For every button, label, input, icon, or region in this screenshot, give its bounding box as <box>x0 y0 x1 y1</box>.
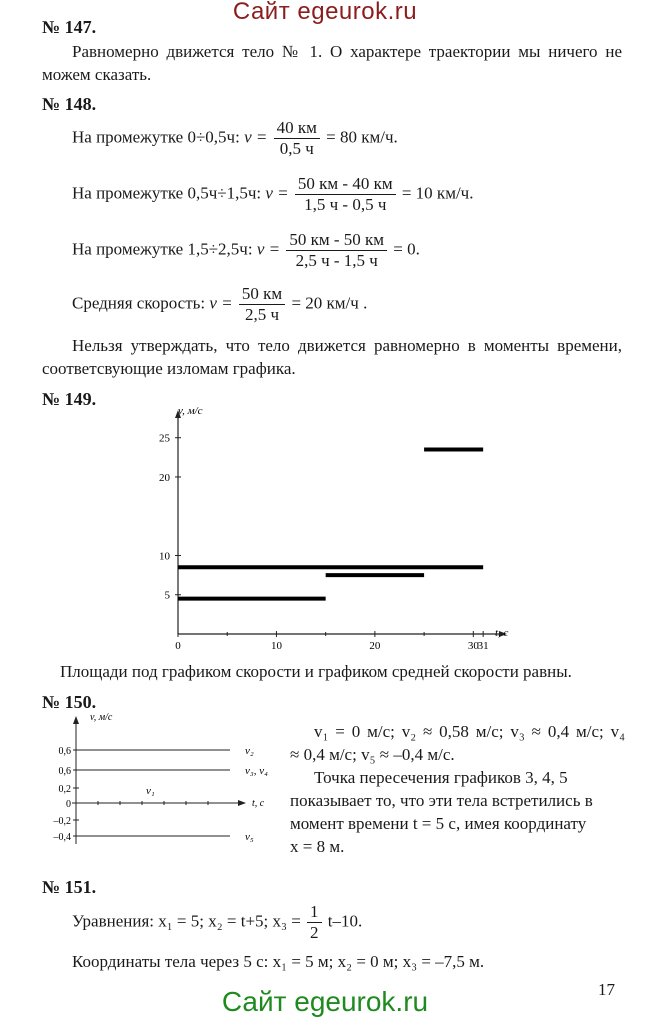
problem-150-line4: показывает то, что эти тела встретились в <box>290 791 593 810</box>
y-tick-label: –0,2 <box>53 816 71 827</box>
y-tick-label: 20 <box>159 471 170 484</box>
y-axis-label: v, м/с <box>178 405 203 417</box>
x-tick-label: 0 <box>175 640 181 650</box>
y-tick-label: 10 <box>159 550 170 563</box>
x-tick-label: 31 <box>477 640 489 650</box>
x-tick-label: 10 <box>270 640 282 650</box>
problem-147-header: № 147. <box>42 17 97 37</box>
problem-148-line4: Средняя скорость: v = $\frac{50 км}{2,5 ч}$ = 20 км/ч . <box>72 284 368 324</box>
y-tick-label: 25 <box>159 432 170 445</box>
y-tick-label: 5 <box>164 589 170 602</box>
y-tick-label: 0 <box>66 799 71 810</box>
problem-150-text <box>290 720 625 858</box>
problem-151-header: № 151. <box>42 877 97 897</box>
velocity-chart-149 <box>150 400 530 650</box>
y-tick-label: 0,6 <box>58 766 71 777</box>
problem-150-line1: v₁ = 0 м/с; v₂ ≈ 0,58 м/с; v₃ ≈ 0,4 м/с; v₄ <box>314 722 625 741</box>
y-tick-label: –0,4 <box>53 832 71 843</box>
problem-150-line6: x = 8 м. <box>290 837 345 856</box>
series-label: v₅ <box>245 831 254 843</box>
problem-150-line5: момент времени t = 5 с, имея координату <box>290 814 587 833</box>
site-watermark-top: Сайт egeurok.ru <box>232 0 418 25</box>
series-label: v₂ <box>245 745 254 757</box>
x-tick-label: 30 <box>467 640 479 650</box>
y-axis-label: v, м/с <box>90 712 113 723</box>
problem-148-header: № 148. <box>42 94 97 114</box>
series-label: v₁ <box>146 785 155 797</box>
x-tick-label: 20 <box>369 640 381 650</box>
x-axis-label: t, с <box>252 798 265 809</box>
y-axis-arrow <box>73 716 79 724</box>
problem-150-header: № 150. <box>42 692 97 712</box>
problem-150-line2: ≈ 0,4 м/с; v₅ ≈ –0,4 м/с. <box>290 745 455 764</box>
site-watermark-bottom: Сайт egeurok.ru <box>221 986 429 1017</box>
problem-151-coordinates: Координаты тела через 5 с: x₁ = 5 м; x₂ = 0 м; x₃ = –7,5 м. <box>72 952 485 971</box>
problem-147-text: Равномерно движется тело № 1. О характере траектории мы ничего не можем сказать. <box>42 42 622 84</box>
problem-150-line3: Точка пересечения графиков 3, 4, 5 <box>314 768 568 787</box>
problem-148-line3: На промежутке 1,5÷2,5ч: v = $\frac{50 км - 50 км}{2,5 ч - 1,5 ч}$ = 0. <box>72 230 420 270</box>
series-label: v₃, v₄ <box>245 765 268 777</box>
problem-149-caption: Площади под графиком скорости и графиком средней скорости равны. <box>60 662 572 681</box>
problem-148-note: Нельзя утверждать, что тело движется равномерно в моменты времени, соответсвующие изломам графика. <box>42 336 622 378</box>
page-number: 17 <box>598 980 615 999</box>
problem-148-line1: На промежутке 0÷0,5ч: v = $\frac{40 км}{0,5 ч}$ = 80 км/ч. <box>72 118 398 158</box>
x-axis-arrow <box>238 800 246 806</box>
problem-149-header: № 149. <box>42 389 97 409</box>
y-tick-label: 0,2 <box>58 784 71 795</box>
problem-148-line2: На промежутке 0,5ч÷1,5ч: v = $\frac{50 км - 40 км}{1,5 ч - 0,5 ч}$ = 10 км/ч. <box>72 174 474 214</box>
x-axis-label: t, с <box>495 627 509 639</box>
velocity-chart-150 <box>38 702 288 852</box>
y-tick-label: 0,6 <box>58 746 71 757</box>
problem-151-equations: Уравнения: x₁ = 5; x₂ = t+5; x₃ = $\frac{1}{2}$ t–10. <box>72 902 363 942</box>
